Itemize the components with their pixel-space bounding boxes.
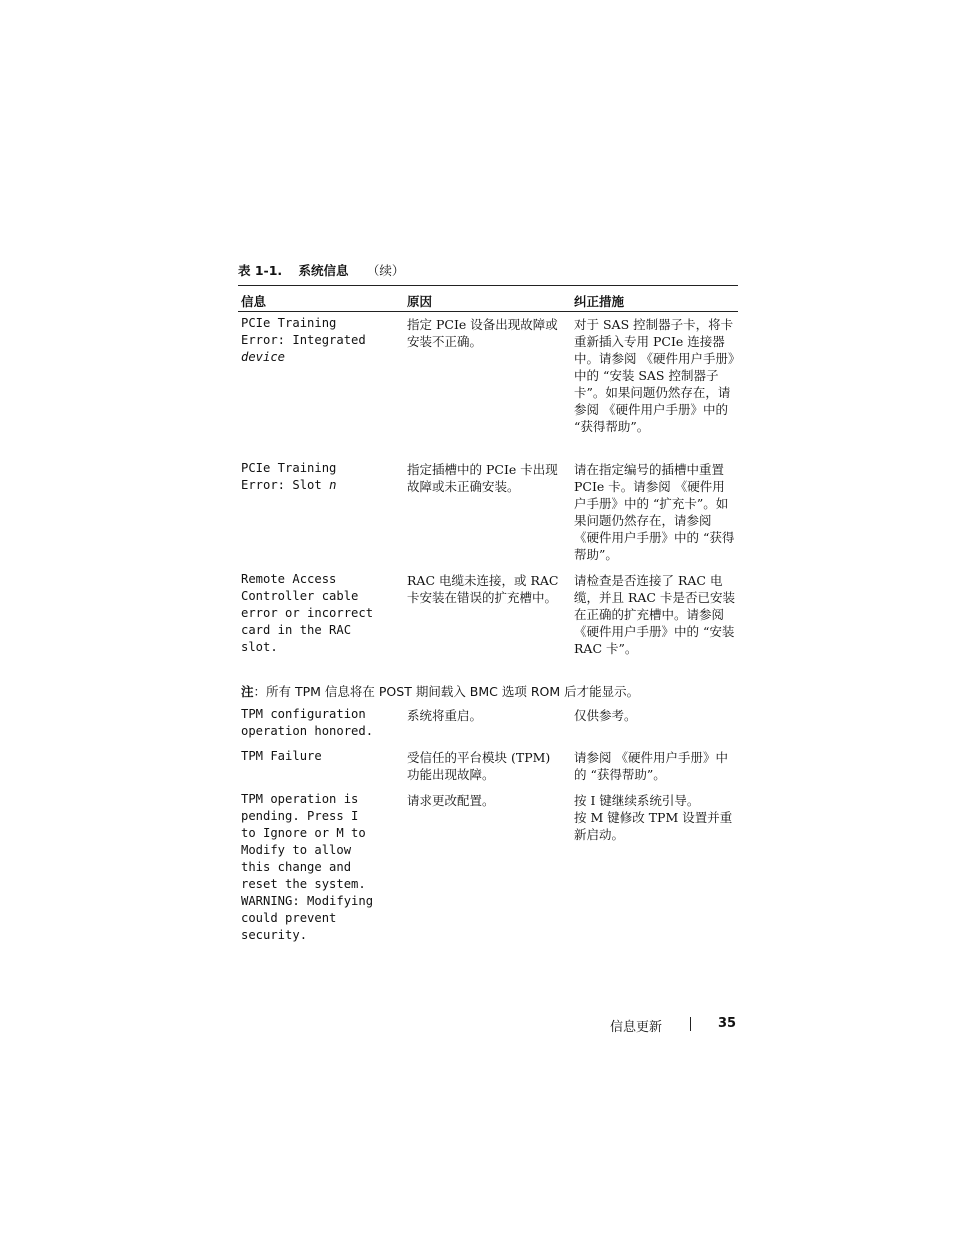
table-row-action: 仅供参考。 bbox=[574, 708, 637, 723]
header-message: 信息 bbox=[241, 294, 267, 309]
table-caption bbox=[238, 261, 404, 279]
header-action: 纠正措施 bbox=[574, 294, 625, 309]
table-row-action: 按 I 键继续系统引导。 按 M 键修改 TPM 设置并重新启动。 bbox=[574, 793, 733, 842]
header-cause: 原因 bbox=[407, 294, 433, 309]
note-label: 注 bbox=[241, 684, 254, 699]
table-row-message: PCIe Training Error: Integrated device bbox=[241, 316, 366, 364]
footer-separator bbox=[690, 1017, 691, 1031]
table-row-cause: 指定 PCIe 设备出现故障或安装不正确。 bbox=[407, 317, 558, 349]
message-variable: device bbox=[241, 350, 286, 364]
table-note bbox=[241, 682, 639, 700]
table-header-rule bbox=[238, 311, 738, 312]
table-title: 系统信息 bbox=[298, 263, 349, 278]
table-row-message: PCIe Training Error: Slot n bbox=[241, 461, 337, 492]
table-row-cause: 受信任的平台模块 (TPM) 功能出现故障。 bbox=[407, 750, 551, 782]
table-row-action: 请在指定编号的插槽中重置 PCIe 卡。请参阅 《硬件用户手册》中的 “扩充卡”。如果问题仍然存在，请参阅 《硬件用户手册》中的 “获得帮助”。 bbox=[574, 462, 735, 562]
table-row-action: 对于 SAS 控制器子卡，将卡重新插入专用 PCIe 连接器中。请参阅 《硬件用户手册》中的 “安装 SAS 控制器子卡”。如果问题仍然存在，请参阅 《硬件用户手册》中的 “获得帮助”。 bbox=[574, 317, 735, 434]
table-row-message: TPM Failure bbox=[241, 749, 322, 763]
table-row-message: Remote Access Controller cable error or incorrect card in the RAC slot. bbox=[241, 572, 374, 654]
table-row-action: 请检查是否连接了 RAC 电缆，并且 RAC 卡是否已安装在正确的扩充槽中。请参阅 《硬件用户手册》中的 “安装 RAC 卡”。 bbox=[574, 573, 735, 656]
table-row-cause: RAC 电缆未连接，或 RAC 卡安装在错误的扩充槽中。 bbox=[407, 573, 559, 605]
table-row-cause: 系统将重启。 bbox=[407, 708, 483, 723]
table-row-action: 请参阅 《硬件用户手册》中的 “获得帮助”。 bbox=[574, 750, 728, 782]
note-text: ：所有 TPM 信息将在 POST 期间载入 BMC 选项 ROM 后才能显示。 bbox=[253, 684, 640, 699]
table-row-message: TPM configuration operation honored. bbox=[241, 707, 374, 738]
message-variable: n bbox=[329, 478, 337, 492]
table-number: 表 1-1. bbox=[238, 263, 283, 278]
table-top-rule bbox=[238, 285, 738, 286]
page-number: 35 bbox=[718, 1016, 737, 1031]
table-row-cause: 指定插槽中的 PCIe 卡出现故障或未正确安装。 bbox=[407, 462, 558, 494]
table-row-cause: 请求更改配置。 bbox=[407, 793, 495, 808]
footer-section-title: 信息更新 bbox=[610, 1020, 663, 1035]
table-row-message: TPM operation is pending. Press I to Ignore or M to Modify to allow this change and reset the system. WARNING: Modifying could prevent security. bbox=[241, 792, 374, 942]
table-continued: （续） bbox=[366, 263, 405, 278]
